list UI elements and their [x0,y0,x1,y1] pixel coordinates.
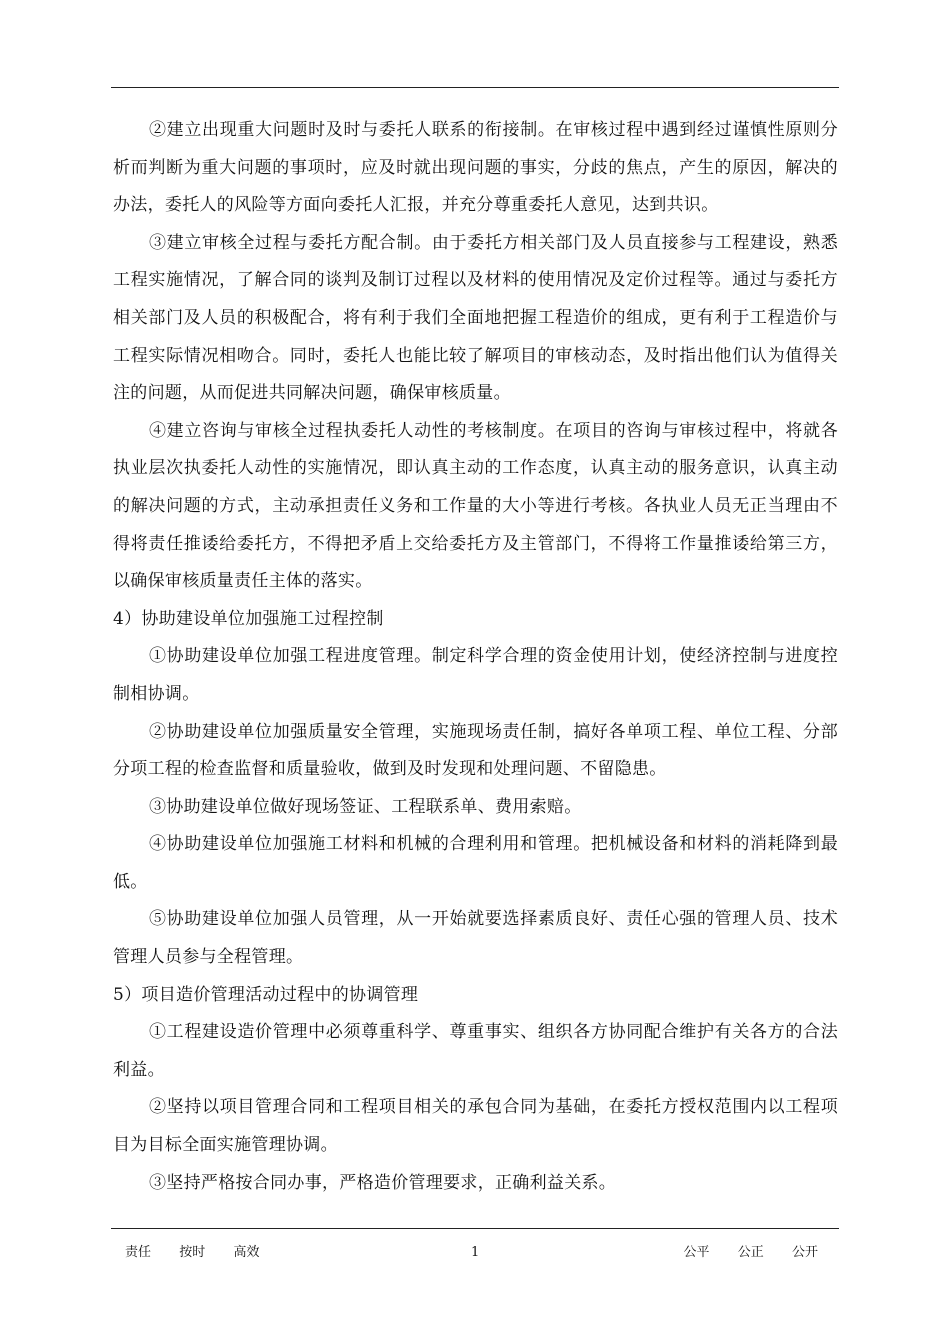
paragraph-site-visa: ③协助建设单位做好现场签证、工程联系单、费用索赔。 [149,796,582,817]
header-rule [111,87,839,88]
page-number: 1 [471,1245,480,1260]
paragraph-progress-management: ①协助建设单位加强工程进度管理。制定科学合理的资金使用计划，使经济控制与进度控制相协调。 [113,646,838,704]
paragraph-item-2: ②建立出现重大问题时及时与委托人联系的衔接制。在审核过程中遇到经过谨慎性原则分析而判断为重大问题的事项时，应及时就出现问题的事实，分歧的焦点，产生的原因，解决的办法，委托人的风险等方面向委托人汇报，并充分尊重委托人意见，达到共识。 [113,120,838,216]
paragraph-item-4: ④建立咨询与审核全过程执委托人动性的考核制度。在项目的咨询与审核过程中，将就各执业层次执委托人动性的实施情况，即认真主动的工作态度，认真主动的服务意识，认真主动的解决问题的方式，主动承担责任义务和工作量的大小等进行考核。各执业人员无正当理由不得将责任推诿给委托方，不得把矛盾上交给委托方及主管部门，不得将工作量推诿给第三方，以确保审核质量责任主体的落实。 [113,420,838,592]
page-footer [113,1243,838,1263]
paragraph-strict-contract: ③坚持严格按合同办事，严格造价管理要求，正确利益关系。 [149,1172,617,1193]
paragraph-respect-science: ①工程建设造价管理中必须尊重科学、尊重事实、组织各方协同配合维护有关各方的合法利益。 [113,1022,838,1080]
footer-right-motto: 公平 公正 公开 [683,1245,818,1260]
section-heading-5: 5）项目造价管理活动过程中的协调管理 [113,984,419,1005]
paragraph-item-3: ③建立审核全过程与委托方配合制。由于委托方相关部门及人员直接参与工程建设，熟悉工程实施情况，了解合同的谈判及制订过程以及材料的使用情况及定价过程等。通过与委托方相关部门及人员的积极配合，将有利于我们全面地把握工程造价的组成，更有利于工程造价与工程实际情况相吻合。同时，委托人也能比较了解项目的审核动态，及时指出他们认为值得关注的问题，从而促进共同解决问题，确保审核质量。 [113,232,838,404]
paragraph-personnel: ⑤协助建设单位加强人员管理，从一开始就要选择素质良好、责任心强的管理人员、技术管理人员参与全程管理。 [113,909,838,968]
document-body [113,112,838,1202]
section-heading-4: 4）协助建设单位加强施工过程控制 [113,608,384,629]
paragraph-contract-basis: ②坚持以项目管理合同和工程项目相关的承包合同为基础，在委托方授权范围内以工程项目为目标全面实施管理协调。 [113,1097,838,1156]
footer-rule [111,1228,839,1229]
footer-left-motto: 责任 按时 高效 [125,1245,260,1260]
paragraph-materials-machinery: ④协助建设单位加强施工材料和机械的合理利用和管理。把机械设备和材料的消耗降到最低。 [113,834,838,892]
paragraph-quality-safety: ②协助建设单位加强质量安全管理，实施现场责任制，搞好各单项工程、单位工程、分部分项工程的检查监督和质量验收，做到及时发现和处理问题、不留隐患。 [113,721,838,780]
